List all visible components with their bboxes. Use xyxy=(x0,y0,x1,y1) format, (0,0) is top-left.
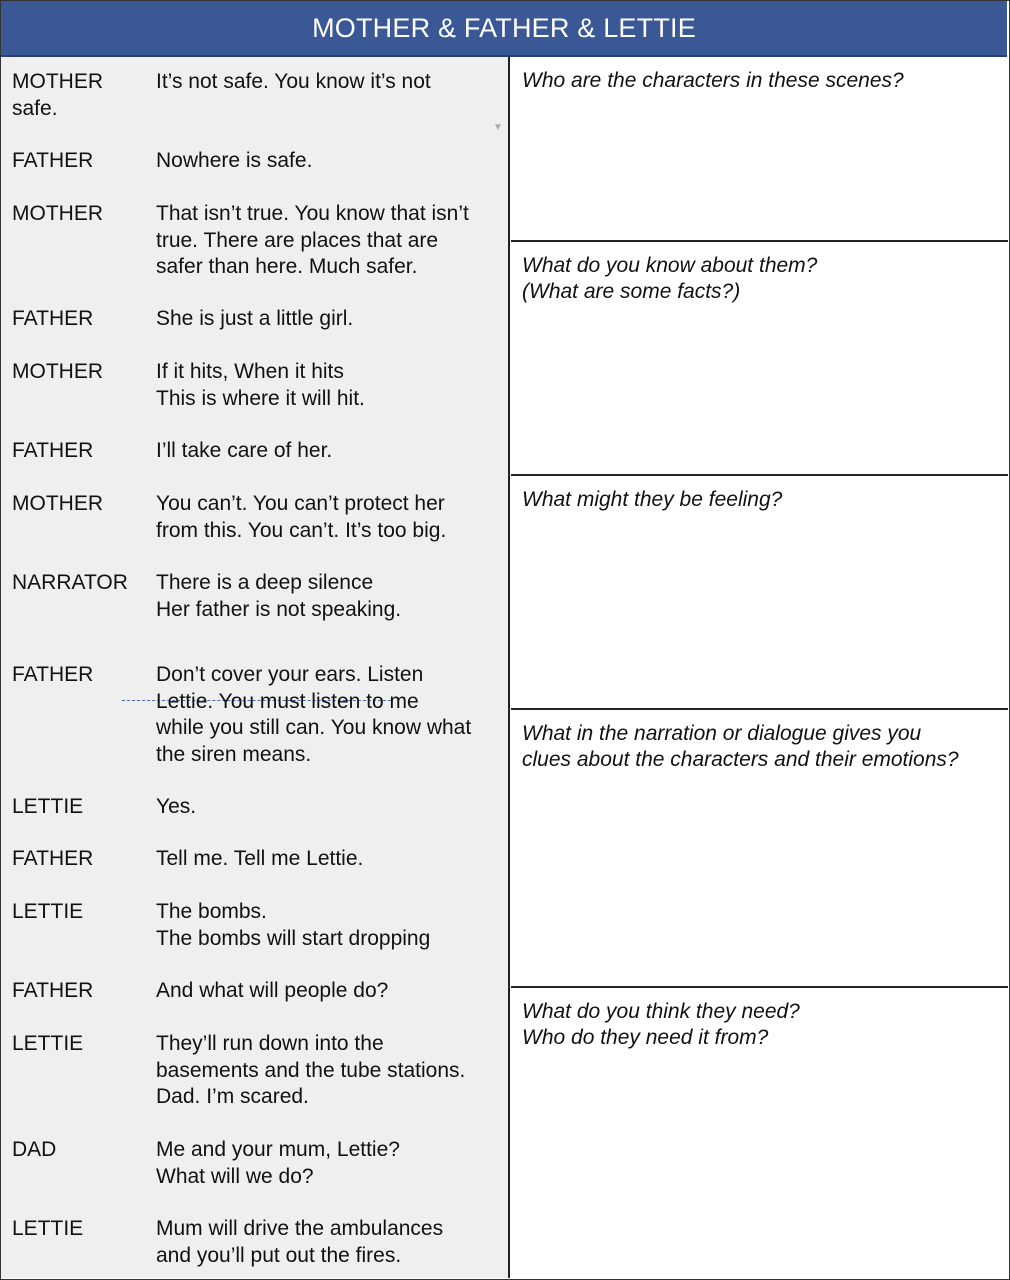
dialogue-line: Tell me. Tell me Lettie. xyxy=(156,847,364,870)
dialogue-line: It’s not safe. You know it’s not xyxy=(156,70,431,93)
dialogue-line: You can’t. You can’t protect her xyxy=(156,492,445,515)
title-text: MOTHER & FATHER & LETTIE xyxy=(312,12,696,43)
worksheet-title xyxy=(1,1,1007,57)
question-box[interactable] xyxy=(511,710,1008,988)
dialogue-line: Nowhere is safe. xyxy=(156,149,313,172)
dialogue-line: safer than here. Much safer. xyxy=(156,255,418,278)
question-box[interactable] xyxy=(511,242,1008,476)
dialogue-line: safe. xyxy=(12,96,58,120)
dialogue-line: Yes. xyxy=(156,795,197,818)
question-line: Who are the characters in these scenes? xyxy=(522,69,904,92)
speaker-name: LETTIE xyxy=(12,795,84,818)
dialogue-line: Lettie. You must listen to me xyxy=(156,689,419,713)
question-line: What do you know about them? xyxy=(522,254,818,277)
dialogue-line: the siren means. xyxy=(156,742,312,766)
question-box[interactable] xyxy=(511,476,1008,710)
dropdown-arrow-icon[interactable]: ▼ xyxy=(493,122,503,133)
question-box[interactable] xyxy=(511,988,1008,1278)
dialogue-line: I’ll take care of her. xyxy=(156,439,333,462)
dialogue-line: She is just a little girl. xyxy=(156,307,354,330)
dialogue-line: That isn’t true. You know that isn’t xyxy=(156,202,469,225)
speaker-name: FATHER xyxy=(12,847,94,870)
dialogue-line: The bombs will start dropping xyxy=(156,926,431,950)
speaker-name: DAD xyxy=(12,1138,57,1161)
dialogue-line: Don’t cover your ears. Listen xyxy=(156,663,424,686)
speaker-name: FATHER xyxy=(12,439,94,462)
dialogue-line: basements and the tube stations. xyxy=(156,1058,466,1082)
dialogue-line: What will we do? xyxy=(156,1164,314,1188)
questions-panel xyxy=(511,57,1008,1278)
dialogue-line: true. There are places that are xyxy=(156,228,439,252)
question-line: (What are some facts?) xyxy=(522,280,741,303)
script-panel xyxy=(1,57,510,1278)
question-line: Who do they need it from? xyxy=(522,1026,769,1049)
speaker-name: MOTHER xyxy=(12,360,103,383)
question-line: What might they be feeling? xyxy=(522,488,783,511)
speaker-name: NARRATOR xyxy=(12,571,128,594)
question-line: clues about the characters and their emotions? xyxy=(522,748,959,771)
dialogue-line: Her father is not speaking. xyxy=(156,597,402,621)
speaker-name: FATHER xyxy=(12,149,94,172)
dialogue-line: And what will people do? xyxy=(156,979,389,1002)
dialogue-line: There is a deep silence xyxy=(156,571,374,594)
dialogue-line: The bombs. xyxy=(156,900,267,923)
dialogue-line: while you still can. You know what xyxy=(156,716,472,739)
speaker-name: FATHER xyxy=(12,307,94,330)
speaker-name: LETTIE xyxy=(12,900,84,923)
speaker-name: LETTIE xyxy=(12,1217,84,1240)
dialogue-line: If it hits, When it hits xyxy=(156,360,344,383)
speaker-name: MOTHER xyxy=(12,492,103,515)
dialogue-line: Dad. I’m scared. xyxy=(156,1085,309,1108)
dialogue-line: Mum will drive the ambulances xyxy=(156,1217,444,1240)
dialogue-line: Me and your mum, Lettie? xyxy=(156,1138,400,1161)
speaker-name: LETTIE xyxy=(12,1032,84,1055)
speaker-name: MOTHER xyxy=(12,70,103,93)
question-line: What do you think they need? xyxy=(522,1000,800,1023)
dialogue-line: They’ll run down into the xyxy=(156,1032,384,1055)
speaker-name: FATHER xyxy=(12,979,94,1002)
dialogue-line: This is where it will hit. xyxy=(156,386,365,410)
speaker-name: MOTHER xyxy=(12,202,103,225)
dialogue-line: and you’ll put out the fires. xyxy=(156,1243,402,1267)
question-line: What in the narration or dialogue gives you xyxy=(522,722,922,745)
dialogue-line: from this. You can’t. It’s too big. xyxy=(156,518,447,542)
question-box[interactable] xyxy=(511,57,1008,242)
speaker-name: FATHER xyxy=(12,663,94,686)
